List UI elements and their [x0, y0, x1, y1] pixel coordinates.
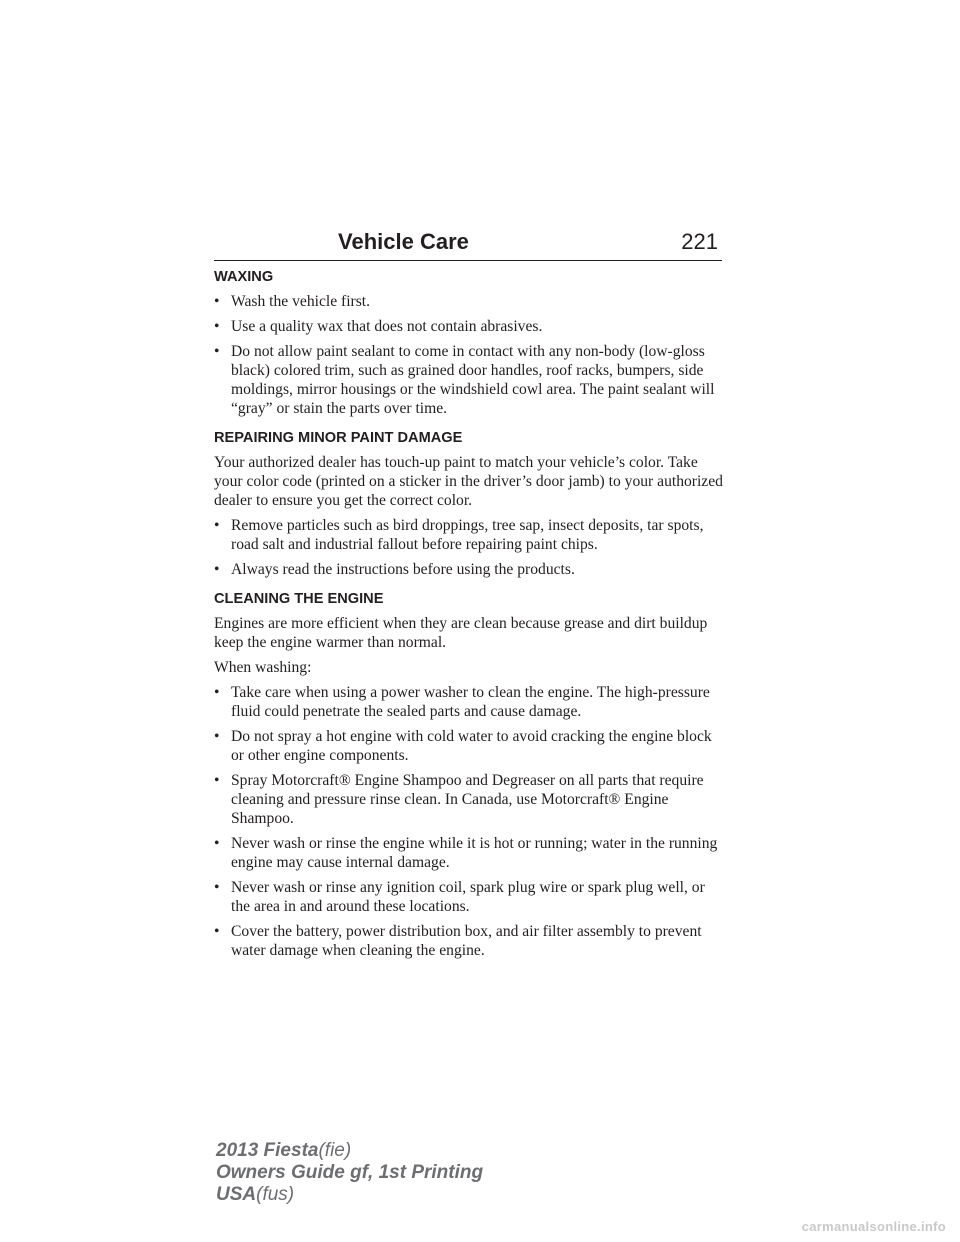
- bullet-icon: •: [214, 517, 220, 534]
- list-item: [214, 834, 724, 872]
- page-header: [214, 227, 722, 261]
- list-item: [214, 878, 724, 916]
- footer-model-line: [216, 1140, 483, 1162]
- bullet-icon: •: [214, 318, 220, 335]
- footer-market: USA: [216, 1184, 257, 1205]
- list-item: [214, 317, 724, 336]
- section: [214, 590, 724, 960]
- bullet-icon: •: [214, 728, 220, 745]
- page-number: 221: [681, 229, 718, 254]
- footer-market-line: [216, 1184, 483, 1206]
- list-item-text: Do not spray a hot engine with cold water to avoid cracking the engine block or other engine components.: [231, 728, 712, 764]
- bullet-icon: •: [214, 684, 220, 701]
- list-item: [214, 771, 724, 828]
- bullet-icon: •: [214, 923, 220, 940]
- list-item: [214, 342, 724, 418]
- footer-market-code: (fus): [256, 1184, 295, 1205]
- page-title: Vehicle Care: [338, 229, 469, 254]
- bullet-icon: •: [214, 343, 220, 360]
- list-item-text: Do not allow paint sealant to come in contact with any non-body (low-gloss black) colored trim, such as grained door handles, roof racks, bumpers, side moldings, mirror housings or the windshield cowl area. The paint sealant will “gray” or stain the parts over time.: [231, 343, 715, 417]
- list-item-text: Cover the battery, power distribution box, and air filter assembly to prevent water damage when cleaning the engine.: [231, 923, 702, 959]
- bullet-icon: •: [214, 561, 220, 578]
- section-heading: WAXING: [214, 269, 274, 285]
- list-item-text: Always read the instructions before using the products.: [231, 561, 575, 578]
- footer-model: 2013 Fiesta: [216, 1140, 319, 1161]
- section-heading: CLEANING THE ENGINE: [214, 591, 384, 607]
- list-item-text: Take care when using a power washer to clean the engine. The high-pressure fluid could penetrate the sealed parts and cause damage.: [231, 684, 710, 720]
- bullet-icon: •: [214, 293, 220, 310]
- list-item-text: Spray Motorcraft® Engine Shampoo and Degreaser on all parts that require cleaning and pressure rinse clean. In Canada, use Motorcraft® Engine Shampoo.: [231, 772, 704, 827]
- header-divider: [214, 260, 722, 261]
- list-item-text: Remove particles such as bird droppings, tree sap, insect deposits, tar spots, road salt and industrial fallout before repairing paint chips.: [231, 517, 704, 553]
- paragraph: Your authorized dealer has touch-up paint to match your vehicle’s color. Take your color code (printed on a sticker in the driver’s door jamb) to your authorized dealer to ensure you get the correct color.: [214, 454, 723, 509]
- bullet-icon: •: [214, 835, 220, 852]
- list-item: [214, 683, 724, 721]
- list-item: [214, 727, 724, 765]
- bullet-list: [214, 292, 724, 418]
- paragraph: When washing:: [214, 659, 312, 676]
- page-footer: [216, 1140, 483, 1206]
- footer-guide-line: [216, 1162, 483, 1184]
- watermark[interactable]: carmanualsonline.info: [801, 1219, 946, 1234]
- paragraph: Engines are more efficient when they are clean because grease and dirt buildup keep the engine warmer than normal.: [214, 615, 708, 651]
- list-item: [214, 560, 724, 579]
- bullet-list: [214, 683, 724, 960]
- list-item: [214, 922, 724, 960]
- list-item-text: Use a quality wax that does not contain abrasives.: [231, 318, 543, 335]
- section-heading: REPAIRING MINOR PAINT DAMAGE: [214, 430, 463, 446]
- footer-guide: Owners Guide gf, 1st Printing: [216, 1162, 484, 1183]
- page-content: [214, 268, 724, 971]
- section: [214, 268, 724, 418]
- list-item: [214, 516, 724, 554]
- list-item-text: Never wash or rinse any ignition coil, spark plug wire or spark plug well, or the area in and around these locations.: [231, 879, 705, 915]
- section: [214, 429, 724, 579]
- list-item-text: Wash the vehicle first.: [231, 293, 371, 310]
- list-item: [214, 292, 724, 311]
- footer-model-code: (fie): [318, 1140, 352, 1161]
- bullet-list: [214, 516, 724, 579]
- list-item-text: Never wash or rinse the engine while it is hot or running; water in the running engine may cause internal damage.: [231, 835, 718, 871]
- bullet-icon: •: [214, 879, 220, 896]
- bullet-icon: •: [214, 772, 220, 789]
